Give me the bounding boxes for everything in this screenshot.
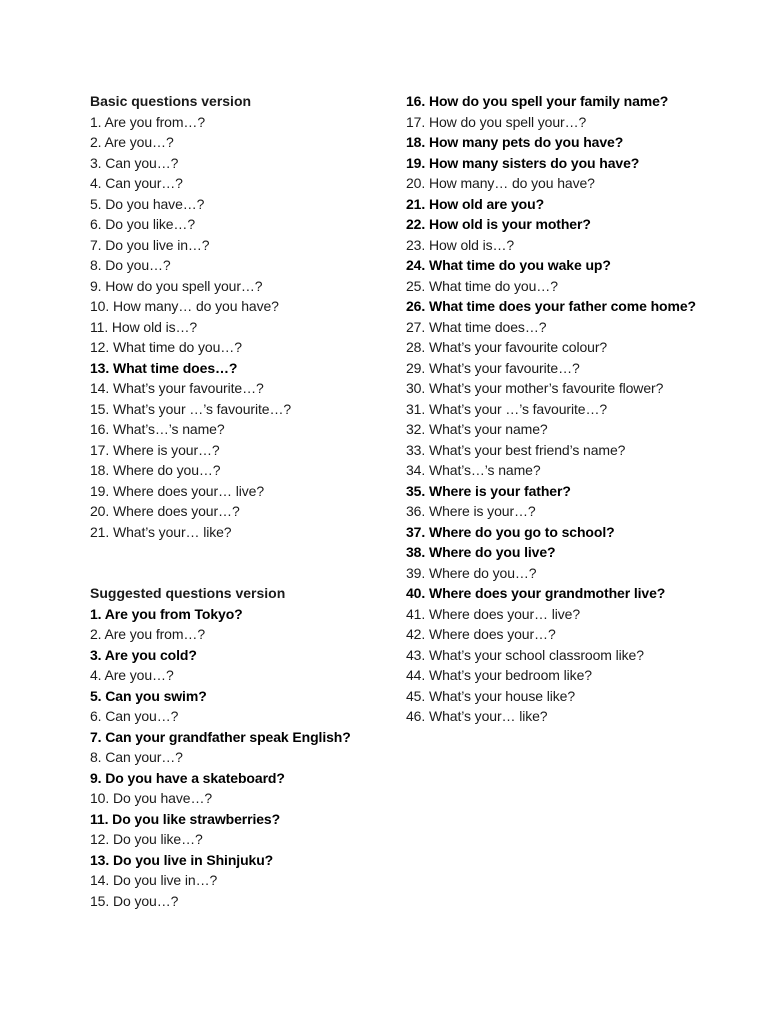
question-item: 6. Can you…? xyxy=(90,708,179,724)
question-item: 9. Do you have a skateboard? xyxy=(90,769,285,786)
question-item: 7. Do you live in…? xyxy=(90,236,210,253)
question-item: 37. Where do you go to school? xyxy=(406,523,615,540)
question-item: 35. Where is your father? xyxy=(406,482,571,499)
question-item: 16. What’s…’s name? xyxy=(90,421,225,437)
left-column xyxy=(90,91,390,911)
question-item: 14. What’s your favourite…? xyxy=(90,380,264,396)
suggested-questions-heading: Suggested questions version xyxy=(90,585,286,601)
question-item: 17. How do you spell your…? xyxy=(406,113,587,130)
question-item: 10. Do you have…? xyxy=(90,790,213,806)
question-item: 10. How many… do you have? xyxy=(90,298,279,314)
question-item: 1. Are you from…? xyxy=(90,113,206,130)
question-item: 34. What’s…’s name? xyxy=(406,462,541,478)
question-item: 8. Do you…? xyxy=(90,257,171,273)
question-item: 17. Where is your…? xyxy=(90,441,220,458)
question-item: 39. Where do you…? xyxy=(406,564,537,581)
question-item: 9. How do you spell your…? xyxy=(90,277,263,294)
question-item: 22. How old is your mother? xyxy=(406,216,591,232)
question-item: 4. Are you…? xyxy=(90,667,174,683)
question-item: 13. Do you live in Shinjuku? xyxy=(90,851,274,868)
question-item: 31. What’s your …’s favourite…? xyxy=(406,400,608,417)
question-item: 40. Where does your grandmother live? xyxy=(406,585,666,601)
question-item: 13. What time does…? xyxy=(90,359,238,376)
question-item: 20. How many… do you have? xyxy=(406,175,595,191)
question-item: 7. Can your grandfather speak English? xyxy=(90,728,351,745)
question-item: 30. What’s your mother’s favourite flower? xyxy=(406,380,664,396)
question-item: 43. What’s your school classroom like? xyxy=(406,646,644,663)
question-item: 29. What’s your favourite…? xyxy=(406,359,580,376)
question-item: 26. What time does your father come home? xyxy=(406,298,696,314)
question-item: 46. What’s your… like? xyxy=(406,708,548,724)
question-item: 5. Can you swim? xyxy=(90,687,207,704)
question-item: 23. How old is…? xyxy=(406,236,515,253)
question-item: 4. Can your…? xyxy=(90,175,183,191)
question-item: 3. Are you cold? xyxy=(90,646,197,663)
question-item: 32. What’s your name? xyxy=(406,421,548,437)
question-item: 21. How old are you? xyxy=(406,195,545,212)
suggested-questions-list-part-1 xyxy=(90,604,390,912)
question-item: 14. Do you live in…? xyxy=(90,872,218,888)
question-item: 12. What time do you…? xyxy=(90,339,242,355)
question-item: 25. What time do you…? xyxy=(406,277,558,294)
question-item: 36. Where is your…? xyxy=(406,503,536,519)
question-item: 19. How many sisters do you have? xyxy=(406,154,640,171)
question-item: 27. What time does…? xyxy=(406,318,547,335)
question-item: 16. How do you spell your family name? xyxy=(406,93,669,109)
question-item: 41. Where does your… live? xyxy=(406,605,581,622)
question-item: 15. Do you…? xyxy=(90,892,179,909)
right-column xyxy=(406,91,706,727)
suggested-questions-list-part-2 xyxy=(406,91,706,727)
question-item: 45. What’s your house like? xyxy=(406,687,576,704)
question-item: 3. Can you…? xyxy=(90,154,179,171)
question-item: 20. Where does your…? xyxy=(90,503,240,519)
question-item: 1. Are you from Tokyo? xyxy=(90,605,243,622)
question-item: 2. Are you from…? xyxy=(90,626,206,642)
basic-questions-list xyxy=(90,112,390,543)
question-item: 44. What’s your bedroom like? xyxy=(406,667,592,683)
question-item: 2. Are you…? xyxy=(90,134,174,150)
question-item: 24. What time do you wake up? xyxy=(406,257,611,273)
basic-questions-heading: Basic questions version xyxy=(90,93,252,109)
question-item: 38. Where do you live? xyxy=(406,544,556,560)
question-item: 8. Can your…? xyxy=(90,749,183,765)
question-item: 21. What’s your… like? xyxy=(90,523,232,540)
question-item: 19. Where does your… live? xyxy=(90,482,265,499)
question-item: 28. What’s your favourite colour? xyxy=(406,339,608,355)
question-item: 6. Do you like…? xyxy=(90,216,196,232)
question-item: 11. How old is…? xyxy=(90,318,198,335)
question-item: 33. What’s your best friend’s name? xyxy=(406,441,626,458)
question-item: 18. Where do you…? xyxy=(90,462,221,478)
question-item: 42. Where does your…? xyxy=(406,626,556,642)
question-item: 18. How many pets do you have? xyxy=(406,134,624,150)
question-item: 15. What’s your …’s favourite…? xyxy=(90,400,292,417)
question-item: 11. Do you like strawberries? xyxy=(90,810,281,827)
section-spacer xyxy=(90,542,390,583)
question-item: 12. Do you like…? xyxy=(90,831,203,847)
question-item: 5. Do you have…? xyxy=(90,195,205,212)
